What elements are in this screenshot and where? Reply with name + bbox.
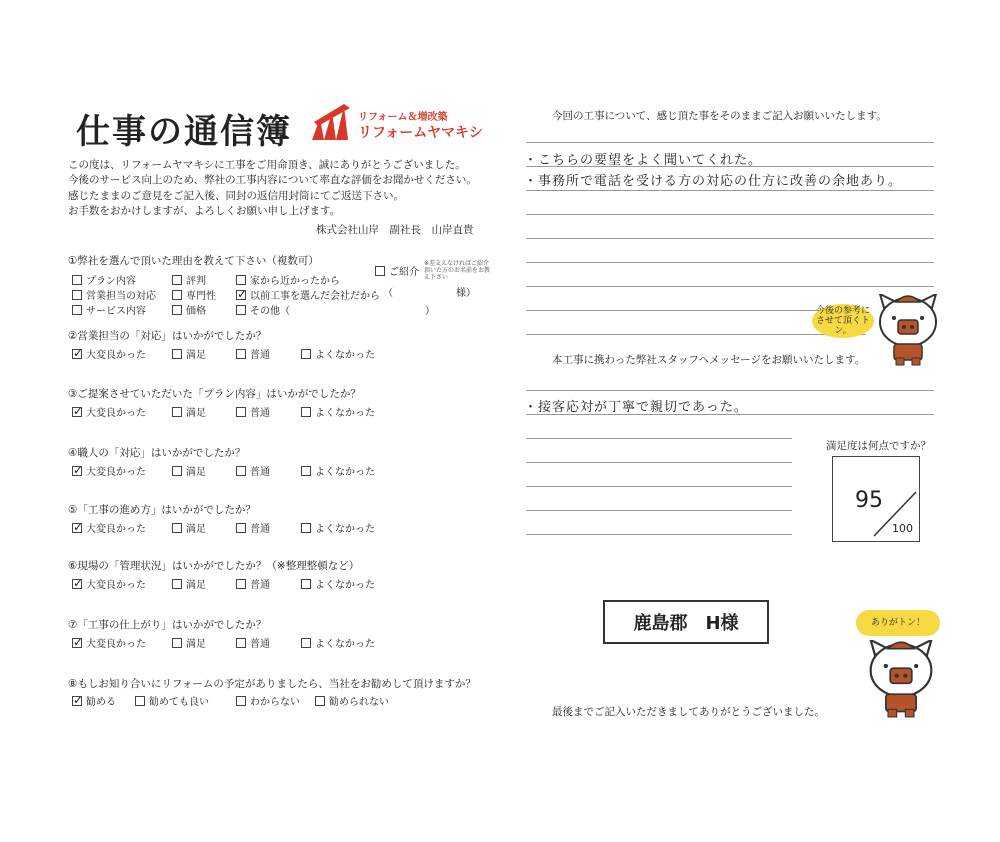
logo-name: リフォームヤマキシ bbox=[358, 125, 483, 141]
rating-option-label: 満足 bbox=[186, 467, 206, 478]
question-title: ⑦「工事の仕上がり」はいかがでしたか？ bbox=[68, 619, 267, 631]
q8-option-not-recommend[interactable]: 勧められない bbox=[315, 693, 389, 708]
score-value: 95 bbox=[855, 488, 883, 513]
rating-option-label: よくなかった bbox=[315, 580, 375, 591]
q1-option-price[interactable]: 価格 bbox=[172, 302, 206, 317]
checkbox[interactable] bbox=[172, 290, 182, 300]
company-logo-icon bbox=[312, 104, 350, 140]
rating-option-label: よくなかった bbox=[315, 408, 375, 419]
checkbox-checked[interactable] bbox=[72, 407, 82, 417]
rating-option[interactable] bbox=[172, 346, 206, 361]
rating-option-label: 大変良かった bbox=[86, 580, 146, 591]
question-title: ⑥現場の「管理状況」はいかがでしたか？（※整理整頓など） bbox=[68, 560, 360, 572]
checkbox[interactable] bbox=[72, 305, 82, 315]
rating-option[interactable] bbox=[172, 576, 206, 591]
checkbox[interactable] bbox=[72, 290, 82, 300]
writing-line bbox=[526, 534, 792, 535]
checkbox[interactable] bbox=[172, 638, 182, 648]
writing-line bbox=[526, 486, 792, 487]
rating-option-label: 満足 bbox=[186, 639, 206, 650]
checkbox[interactable] bbox=[315, 696, 325, 706]
handwritten-staff-message: ・接客応対が丁寧で親切であった。 bbox=[524, 400, 748, 415]
intro-line: お手数をおかけしますが、よろしくお願い申し上げます。 bbox=[68, 204, 341, 217]
checkbox[interactable] bbox=[72, 275, 82, 285]
checkbox-checked[interactable] bbox=[72, 466, 82, 476]
writing-line bbox=[526, 390, 934, 391]
rating-option[interactable] bbox=[301, 520, 375, 535]
closing-message: 最後までご記入いただきましてありがとうございました。 bbox=[552, 706, 825, 718]
rating-option[interactable] bbox=[236, 463, 270, 478]
rating-option-label: 普通 bbox=[250, 580, 270, 591]
intro-line: この度は、リフォームヤマキシに工事をご用命頂き、誠にありがとうございました。 bbox=[68, 159, 466, 171]
rating-option-label: よくなかった bbox=[315, 350, 375, 361]
score-label: 満足度は何点ですか？ bbox=[826, 440, 931, 452]
writing-line bbox=[526, 142, 934, 143]
rating-option[interactable] bbox=[72, 404, 146, 419]
logo-subtitle: リフォーム＆増改築 bbox=[358, 112, 448, 123]
rating-option-label: よくなかった bbox=[315, 467, 375, 478]
checkbox[interactable] bbox=[236, 305, 246, 315]
q1-option-other[interactable]: その他（ bbox=[236, 302, 290, 317]
checkbox-checked[interactable] bbox=[72, 523, 82, 533]
q1-option-expertise[interactable]: 専門性 bbox=[172, 287, 216, 302]
checkbox[interactable] bbox=[375, 266, 385, 276]
rating-option[interactable] bbox=[172, 404, 206, 419]
checkbox[interactable] bbox=[301, 349, 311, 359]
referral-note: ※差支えなければご紹介頂いた方のお名前をお教え下さい bbox=[424, 260, 491, 281]
q1-option-reputation[interactable]: 評判 bbox=[172, 272, 206, 287]
checkbox[interactable] bbox=[301, 466, 311, 476]
speech-bubble: 今後の参考にさせて頂くトン。 bbox=[812, 304, 874, 338]
customer-name: 鹿島郡 H様 bbox=[603, 600, 769, 644]
page-title: 仕事の通信簿 bbox=[76, 112, 292, 152]
q8-option-may-recommend[interactable]: 勧めても良い bbox=[135, 693, 209, 708]
writing-line bbox=[526, 462, 792, 463]
question-1-title: ①弊社を選んで頂いた理由を教えて下さい（複数可） bbox=[68, 255, 319, 267]
writing-line bbox=[526, 190, 934, 191]
checkbox[interactable] bbox=[172, 407, 182, 417]
handwritten-comment: ・こちらの要望をよく聞いてくれた。 bbox=[524, 153, 763, 168]
checkbox-checked[interactable] bbox=[72, 696, 82, 706]
speech-bubble: ありがトン！ bbox=[856, 610, 940, 636]
rating-option[interactable] bbox=[236, 635, 270, 650]
rating-option[interactable] bbox=[172, 463, 206, 478]
checkbox-checked[interactable] bbox=[72, 638, 82, 648]
rating-option[interactable] bbox=[236, 346, 270, 361]
pig-mascot-icon bbox=[876, 294, 940, 366]
q1-option-near-home[interactable]: 家から近かったから bbox=[236, 272, 340, 287]
comment-prompt: 今回の工事について、感じ頂た事をそのままご記入お願いいたします。 bbox=[552, 110, 887, 122]
checkbox[interactable] bbox=[236, 523, 246, 533]
intro-text bbox=[68, 158, 477, 219]
writing-line bbox=[526, 214, 934, 215]
rating-option-label: よくなかった bbox=[315, 639, 375, 650]
q1-option-referral[interactable]: ご紹介 bbox=[375, 263, 419, 278]
checkbox-checked[interactable] bbox=[236, 290, 246, 300]
rating-option[interactable] bbox=[236, 520, 270, 535]
q8-option-unsure[interactable]: わからない bbox=[236, 693, 300, 708]
q1-option-service[interactable]: サービス内容 bbox=[72, 302, 146, 317]
checkbox[interactable] bbox=[172, 466, 182, 476]
rating-option-label: 満足 bbox=[186, 524, 206, 535]
question-title: ②営業担当の「対応」はいかがでしたか？ bbox=[68, 330, 267, 342]
score-max: 100 bbox=[892, 522, 913, 535]
checkbox-checked[interactable] bbox=[72, 349, 82, 359]
staff-message-prompt: 本工事に携わった弊社スタッフへメッセージをお願いいたします。 bbox=[552, 354, 866, 366]
rating-option[interactable] bbox=[172, 520, 206, 535]
intro-line: 感じたままのご意見をご記入後、同封の返信用封筒にてご返送下さい。 bbox=[68, 189, 404, 202]
rating-option-label: 普通 bbox=[250, 467, 270, 478]
question-title: ③ご提案させていただいた「プラン内容」はいかがでしたか？ bbox=[68, 388, 361, 400]
rating-option-label: 普通 bbox=[250, 408, 270, 419]
signature: 株式会社山岸 副社長 山岸直貴 bbox=[316, 224, 474, 236]
handwritten-comment: ・事務所で電話を受ける方の対応の仕方に改善の余地あり。 bbox=[524, 174, 903, 189]
rating-option-label: 普通 bbox=[250, 524, 270, 535]
rating-option-label: 満足 bbox=[186, 580, 206, 591]
referral-open: （ bbox=[383, 288, 393, 299]
checkbox[interactable] bbox=[172, 305, 182, 315]
checkbox[interactable] bbox=[301, 523, 311, 533]
rating-option[interactable] bbox=[236, 404, 270, 419]
q1-option-previous-company[interactable]: ✓ 以前工事を選んだ会社だから bbox=[236, 287, 380, 302]
rating-option[interactable] bbox=[172, 635, 206, 650]
checkbox[interactable] bbox=[172, 579, 182, 589]
q1-other-close: ） bbox=[425, 306, 435, 317]
checkbox-checked[interactable] bbox=[72, 579, 82, 589]
checkbox[interactable] bbox=[301, 579, 311, 589]
rating-option[interactable] bbox=[301, 635, 375, 650]
rating-option-label: 満足 bbox=[186, 408, 206, 419]
checkbox[interactable] bbox=[236, 466, 246, 476]
rating-option[interactable] bbox=[236, 576, 270, 591]
checkbox[interactable] bbox=[236, 696, 246, 706]
checkbox[interactable] bbox=[301, 638, 311, 648]
q1-option-plan[interactable]: プラン内容 bbox=[72, 272, 136, 287]
rating-option[interactable] bbox=[301, 576, 375, 591]
intro-line: 今後のサービス向上のため、弊社の工事内容について率直な評価をお聞かせください。 bbox=[68, 174, 477, 187]
checkbox[interactable] bbox=[236, 407, 246, 417]
checkbox[interactable] bbox=[236, 579, 246, 589]
writing-line bbox=[526, 510, 792, 511]
question-title: ⑤「工事の進め方」はいかがでしたか？ bbox=[68, 504, 256, 516]
checkbox[interactable] bbox=[236, 349, 246, 359]
rating-option-label: 大変良かった bbox=[86, 639, 146, 650]
rating-option-label: 大変良かった bbox=[86, 408, 146, 419]
rating-option-label: 大変良かった bbox=[86, 467, 146, 478]
rating-option-label: 普通 bbox=[250, 639, 270, 650]
rating-option-label: 満足 bbox=[186, 350, 206, 361]
question-title: ④職人の「対応」はいかがでしたか？ bbox=[68, 447, 246, 459]
question-8-title: ⑧もしお知り合いにリフォームの予定がありましたら、当社をお勧めして頂けますか？ bbox=[68, 678, 476, 690]
writing-line bbox=[526, 286, 934, 287]
pig-mascot-icon bbox=[866, 640, 936, 718]
checkbox[interactable] bbox=[172, 349, 182, 359]
rating-option[interactable] bbox=[301, 463, 375, 478]
rating-option[interactable] bbox=[72, 635, 146, 650]
writing-line bbox=[526, 438, 792, 439]
rating-option-label: 大変良かった bbox=[86, 524, 146, 535]
rating-option[interactable] bbox=[301, 404, 375, 419]
rating-option[interactable] bbox=[72, 346, 146, 361]
rating-option-label: 大変良かった bbox=[86, 350, 146, 361]
writing-line bbox=[526, 238, 934, 239]
checkbox[interactable] bbox=[236, 275, 246, 285]
checkbox[interactable] bbox=[301, 407, 311, 417]
rating-option[interactable] bbox=[72, 463, 146, 478]
checkbox[interactable] bbox=[172, 523, 182, 533]
writing-line bbox=[526, 262, 934, 263]
rating-option[interactable] bbox=[72, 576, 146, 591]
q1-option-sales-rep[interactable]: 営業担当の対応 bbox=[72, 287, 156, 302]
rating-option-label: よくなかった bbox=[315, 524, 375, 535]
referral-suffix: 様） bbox=[456, 288, 476, 299]
rating-option[interactable] bbox=[301, 346, 375, 361]
checkbox[interactable] bbox=[236, 638, 246, 648]
checkbox[interactable] bbox=[172, 275, 182, 285]
q8-option-recommend[interactable]: ✓ 勧める bbox=[72, 693, 116, 708]
rating-option[interactable] bbox=[72, 520, 146, 535]
checkbox[interactable] bbox=[135, 696, 145, 706]
rating-option-label: 普通 bbox=[250, 350, 270, 361]
